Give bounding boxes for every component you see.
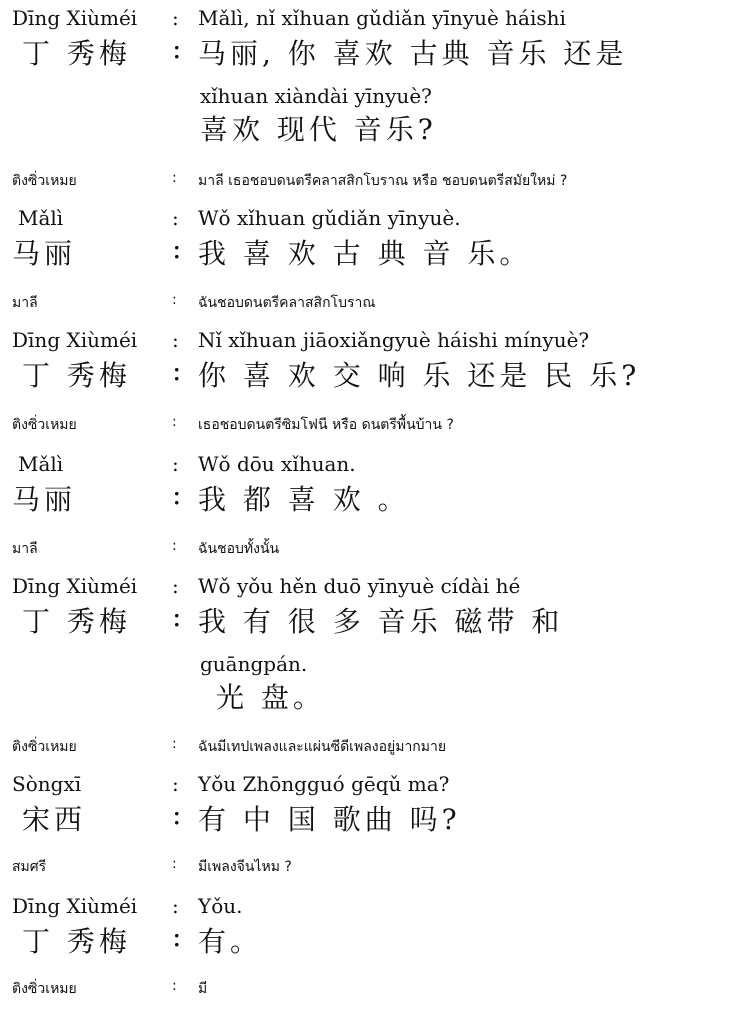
hanzi-line: 喜欢 现代 音乐? [200,113,437,146]
colon: : [172,736,177,752]
colon: : [172,170,177,186]
hanzi-line: 我 有 很 多 音乐 磁带 和 [198,605,564,638]
colon: : [172,232,186,265]
thai-speaker: ติงซิ่วเหมย [12,417,77,433]
colon: : [172,206,179,230]
pinyin-line: Mǎlì, nǐ xǐhuan gǔdiǎn yīnyuè háishi [198,6,566,30]
speaker-hanzi: 丁 秀梅 [22,37,131,70]
pinyin-line: Wǒ xǐhuan gǔdiǎn yīnyuè. [198,206,461,230]
colon: : [172,600,186,633]
thai-speaker: ติงซิ่วเหมย [12,981,77,997]
colon: : [172,6,179,30]
speaker-hanzi: 丁 秀梅 [22,925,131,958]
pinyin-line: Yǒu. [198,894,243,918]
hanzi-line: 我 喜 欢 古 典 音 乐。 [198,237,532,270]
thai-translation: มี [198,981,208,997]
pinyin-line: Yǒu Zhōngguó gēqǔ ma? [198,772,450,796]
colon: : [172,354,186,387]
speaker-pinyin: Dīng Xiùméi [12,574,138,598]
pinyin-line: xǐhuan xiàndài yīnyuè? [200,84,432,108]
thai-translation: ฉันชอบทั้งนั้น [198,541,280,557]
speaker-hanzi: 宋西 [22,803,87,836]
colon: : [172,328,179,352]
colon: : [172,856,177,872]
colon: : [172,574,179,598]
pinyin-line: guāngpán. [200,652,308,676]
thai-translation: มาลี เธอชอบดนตรีคลาสสิกโบราณ หรือ ชอบดนตรีสมัยใหม่ ? [198,173,568,189]
thai-speaker: มาลี [12,541,38,557]
pinyin-line: Wǒ yǒu hěn duō yīnyuè cídài hé [198,574,521,598]
thai-speaker: มาลี [12,295,38,311]
colon: : [172,452,179,476]
hanzi-line: 有。 [198,925,263,958]
pinyin-line: Nǐ xǐhuan jiāoxiǎngyuè háishi mínyuè? [198,328,590,352]
colon: : [172,920,186,953]
thai-speaker: สมศรี [12,859,47,875]
speaker-pinyin: Dīng Xiùméi [12,894,138,918]
thai-translation: เธอชอบดนตรีซิมโฟนี หรือ ดนตรีพื้นบ้าน ? [198,417,454,433]
colon: : [172,414,177,430]
colon: : [172,894,179,918]
thai-translation: มีเพลงจีนไหม ? [198,859,292,875]
speaker-pinyin: Dīng Xiùméi [12,328,138,352]
colon: : [172,292,177,308]
colon: : [172,978,177,994]
speaker-hanzi: 马丽 [12,483,77,516]
speaker-pinyin: Mǎlì [18,452,64,476]
speaker-pinyin: Sòngxī [12,772,82,796]
colon: : [172,538,177,554]
thai-speaker: ติงซิ่วเหมย [12,739,77,755]
hanzi-line: 光 盘。 [216,681,325,714]
hanzi-line: 你 喜 欢 交 响 乐 还是 民 乐? [198,359,641,392]
colon: : [172,478,186,511]
hanzi-line: 我 都 喜 欢 。 [198,483,410,516]
colon: : [172,32,186,65]
pinyin-line: Wǒ dōu xǐhuan. [198,452,356,476]
hanzi-line: 马丽, 你 喜欢 古典 音乐 还是 [198,37,628,70]
speaker-hanzi: 马丽 [12,237,77,270]
hanzi-line: 有 中 国 歌曲 吗? [198,803,461,836]
colon: : [172,772,179,796]
speaker-pinyin: Dīng Xiùméi [12,6,138,30]
speaker-hanzi: 丁 秀梅 [22,359,131,392]
thai-translation: ฉันมีเทปเพลงและแผ่นซีดีเพลงอยู่มากมาย [198,739,447,755]
speaker-pinyin: Mǎlì [18,206,64,230]
colon: : [172,798,186,831]
thai-translation: ฉันชอบดนตรีคลาสสิกโบราณ [198,295,376,311]
thai-speaker: ติงซิ่วเหมย [12,173,77,189]
speaker-hanzi: 丁 秀梅 [22,605,131,638]
